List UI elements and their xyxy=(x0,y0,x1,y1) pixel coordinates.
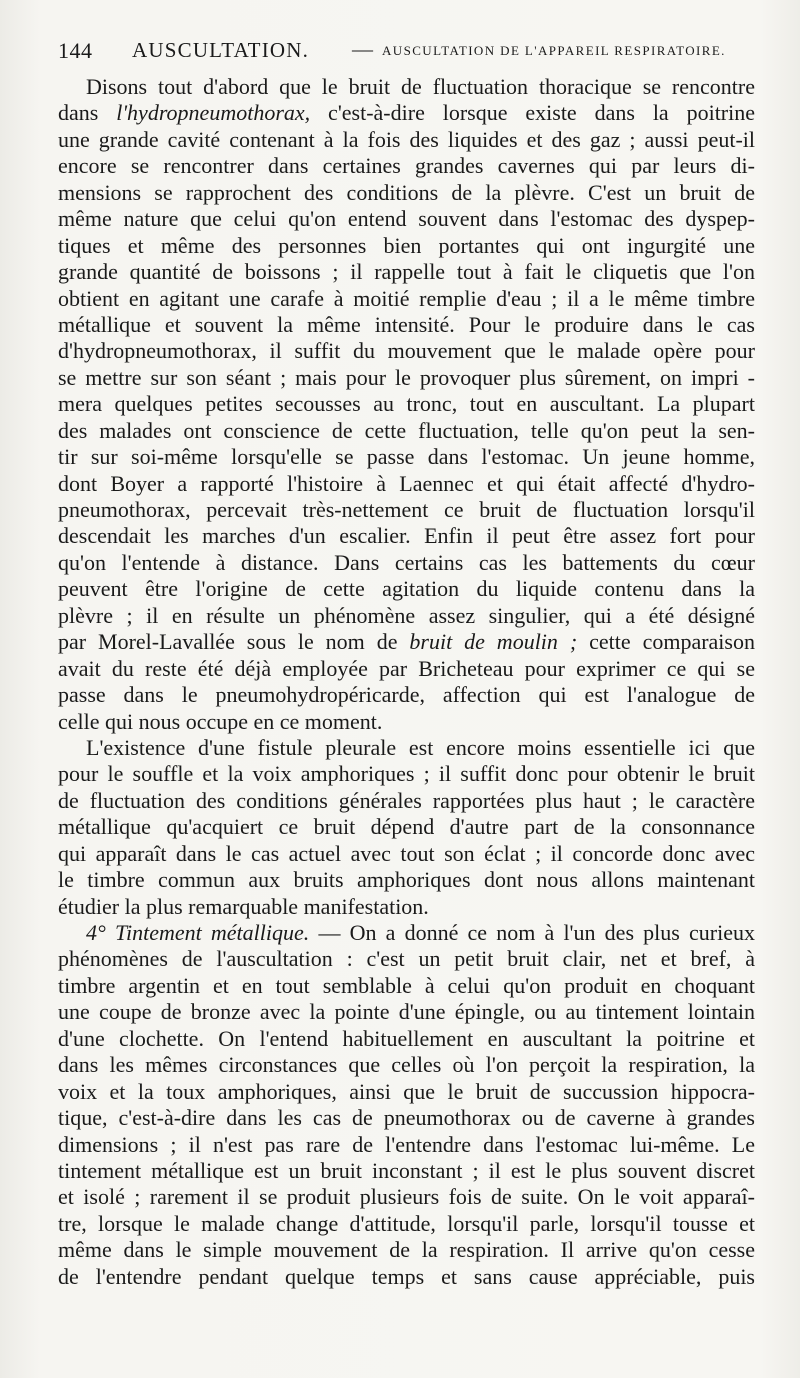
body-text xyxy=(58,74,755,1290)
text-line: L'existence d'une fistule pleurale est encore moins essentielle ici que xyxy=(86,734,755,760)
text-line: mera quelques petites secousses au tronc, tout en auscultant. La plupart xyxy=(58,391,755,417)
text-line: obtient en agitant une carafe à moitié remplie d'eau ; il a le même timbre xyxy=(58,285,755,311)
text-segment: par Morel-Lavallée sous le nom de xyxy=(58,629,410,655)
text-line: tique, c'est-à-dire dans les cas de pneumothorax ou de caverne à grandes xyxy=(58,1105,755,1131)
text-line: pour le souffle et la voix amphoriques ; il suffit donc pour obtenir le bruit xyxy=(58,761,755,787)
text-line: Disons tout d'abord que le bruit de fluctuation thoracique se rencontre xyxy=(86,74,755,99)
text-line: de l'entendre pendant quelque temps et sans cause appréciable, puis xyxy=(58,1263,755,1289)
text-line: passe dans le pneumohydropéricarde, affection qui est l'analogue de xyxy=(58,682,755,708)
text-line: de fluctuation des conditions générales rapportées plus haut ; le caractère xyxy=(58,787,755,813)
text-line: encore se rencontrer dans certaines grandes cavernes qui par leurs di- xyxy=(58,153,755,179)
header-dash: — xyxy=(352,37,373,61)
text-line: voix et la toux amphoriques, ainsi que le bruit de succussion hippocra- xyxy=(58,1078,755,1104)
text-line: celle qui nous occupe en ce moment. xyxy=(58,708,383,734)
text-line: peuvent être l'origine de cette agitation du liquide contenu dans la xyxy=(58,576,755,602)
text-line: dont Boyer a rapporté l'histoire à Laennec et qui était affecté d'hydro- xyxy=(58,470,755,496)
text-line: d'hydropneumothorax, il suffit du mouvement que le malade opère pour xyxy=(58,338,755,364)
text-line: étudier la plus remarquable manifestation. xyxy=(58,893,429,919)
text-line: descendait les marches d'un escalier. Enfin il peut être assez fort pour xyxy=(58,523,755,549)
text-line xyxy=(58,100,755,126)
text-segment: c'est-à-dire lorsque existe dans la poitrine xyxy=(310,100,755,126)
text-line: qu'on l'entende à distance. Dans certains cas les battements du cœur xyxy=(58,549,755,575)
italic-text: 4° Tintement métallique. xyxy=(86,920,310,945)
text-line xyxy=(58,920,755,946)
text-line: pneumothorax, percevait très-nettement ce bruit de fluctuation lorsqu'il xyxy=(58,497,755,522)
text-line: même dans le simple mouvement de la respiration. Il arrive qu'on cesse xyxy=(58,1237,755,1263)
text-line: timbre argentin et en tout semblable à celui qu'on produit en choquant xyxy=(58,972,755,998)
text-line: grande quantité de boissons ; il rappelle tout à fait le cliquetis que l'on xyxy=(58,259,755,285)
text-line: métallique et souvent la même intensité. Pour le produire dans le cas xyxy=(58,311,755,337)
page-number: 144 xyxy=(58,38,93,63)
text-line: qui apparaît dans le cas actuel avec tout son éclat ; il concorde donc avec xyxy=(58,840,755,866)
running-title: AUSCULTATION. xyxy=(132,38,310,62)
text-line xyxy=(58,629,755,655)
text-line: dimensions ; il n'est pas rare de l'entendre dans l'estomac lui-même. Le xyxy=(58,1131,755,1157)
text-line: une grande cavité contenant à la fois des liquides et des gaz ; aussi peut-il xyxy=(58,126,755,152)
text-segment: — On a donné ce nom à l'un des plus curieux xyxy=(309,920,755,945)
text-line: phénomènes de l'auscultation : c'est un petit bruit clair, net et bref, à xyxy=(58,946,755,972)
text-line: mensions se rapprochent des conditions de la plèvre. C'est un bruit de xyxy=(58,179,755,205)
text-line: le timbre commun aux bruits amphoriques dont nous allons maintenant xyxy=(58,867,755,893)
text-line: se mettre sur son séant ; mais pour le provoquer plus sûrement, on impri - xyxy=(58,364,755,390)
text-line: et isolé ; rarement il se produit plusieurs fois de suite. On le voit apparaî- xyxy=(58,1184,755,1210)
italic-text: bruit de moulin ; xyxy=(409,629,578,655)
text-line: tiques et même des personnes bien portantes qui ont ingurgité une xyxy=(58,232,755,258)
running-subtitle: AUSCULTATION DE L'APPAREIL RESPIRATOIRE. xyxy=(382,43,726,58)
text-line: tir sur soi-même lorsqu'elle se passe dans l'estomac. Un jeune homme, xyxy=(58,444,755,470)
text-segment: cette comparaison xyxy=(577,629,755,655)
text-line: même nature que celui qu'on entend souvent dans l'estomac des dyspep- xyxy=(58,206,755,232)
text-segment: dans xyxy=(58,100,117,126)
text-line: dans les mêmes circonstances que celles où l'on perçoit la respiration, la xyxy=(58,1052,755,1078)
page-header xyxy=(58,38,758,68)
italic-text: l'hydropneumothorax, xyxy=(116,100,311,126)
text-line: d'une clochette. On l'entend habituellement en auscultant la poitrine et xyxy=(58,1025,755,1051)
text-line: des malades ont conscience de cette fluctuation, telle qu'on peut la sen- xyxy=(58,417,755,443)
text-line: une coupe de bronze avec la pointe d'une épingle, ou au tintement lointain xyxy=(58,999,755,1025)
text-line: métallique qu'acquiert ce bruit dépend d'autre part de la consonnance xyxy=(58,814,755,840)
text-line: tintement métallique est un bruit inconstant ; il est le plus souvent discret xyxy=(58,1157,755,1183)
text-line: tre, lorsque le malade change d'attitude, lorsqu'il parle, lorsqu'il tousse et xyxy=(58,1210,755,1236)
text-line: plèvre ; il en résulte un phénomène assez singulier, qui a été désigné xyxy=(58,602,755,628)
text-line: avait du reste été déjà employée par Bricheteau pour exprimer ce qui se xyxy=(58,655,755,681)
